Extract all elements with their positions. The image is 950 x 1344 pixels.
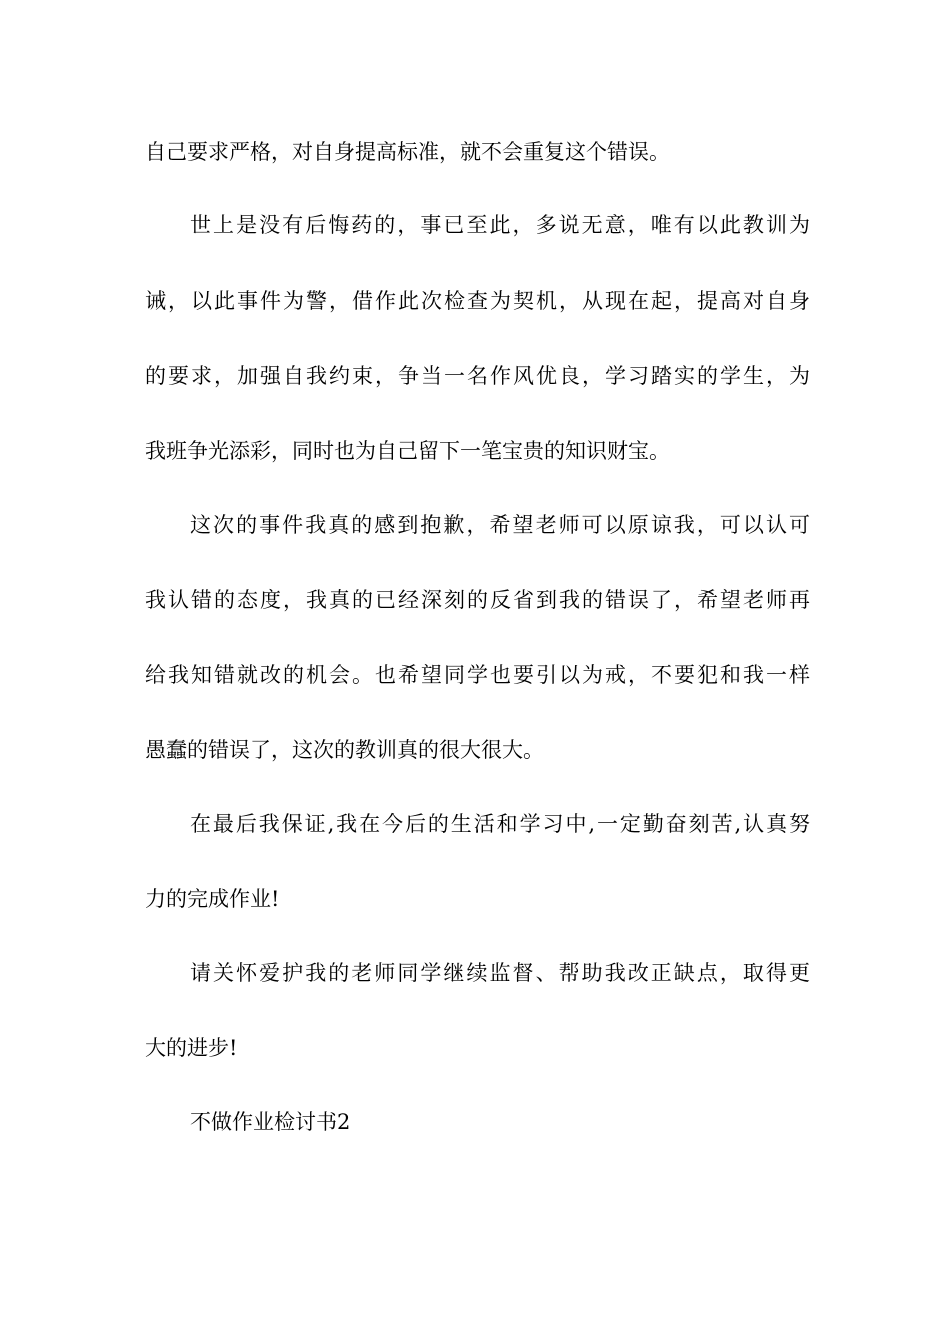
paragraph-line: 请关怀爱护我的老师同学继续监督、帮助我改正缺点，取得更 <box>190 961 810 985</box>
paragraph-line: 这次的事件我真的感到抱歉，希望老师可以原谅我，可以认可 <box>190 513 810 537</box>
paragraph-line: 我班争光添彩，同时也为自己留下一笔宝贵的知识财宝。 <box>145 439 670 463</box>
paragraph-line: 的要求，加强自我约束，争当一名作风优良，学习踏实的学生，为 <box>145 364 810 388</box>
paragraph-line: 大的进步! <box>145 1036 238 1060</box>
paragraph-line: 给我知错就改的机会。也希望同学也要引以为戒，不要犯和我一样 <box>145 663 810 687</box>
paragraph-line: 在最后我保证,我在今后的生活和学习中,一定勤奋刻苦,认真努 <box>190 812 810 836</box>
section-heading: 不做作业检讨书2 <box>190 1110 351 1134</box>
paragraph-line: 我认错的态度，我真的已经深刻的反省到我的错误了，希望老师再 <box>145 588 810 612</box>
paragraph-line: 诫，以此事件为警，借作此次检查为契机，从现在起，提高对自身 <box>145 289 810 313</box>
paragraph-line: 世上是没有后悔药的，事已至此，多说无意，唯有以此教训为 <box>190 213 810 237</box>
paragraph-line: 自己要求严格，对自身提高标准，就不会重复这个错误。 <box>145 140 670 164</box>
paragraph-line: 力的完成作业! <box>145 887 280 911</box>
paragraph-line: 愚蠢的错误了，这次的教训真的很大很大。 <box>145 738 544 762</box>
